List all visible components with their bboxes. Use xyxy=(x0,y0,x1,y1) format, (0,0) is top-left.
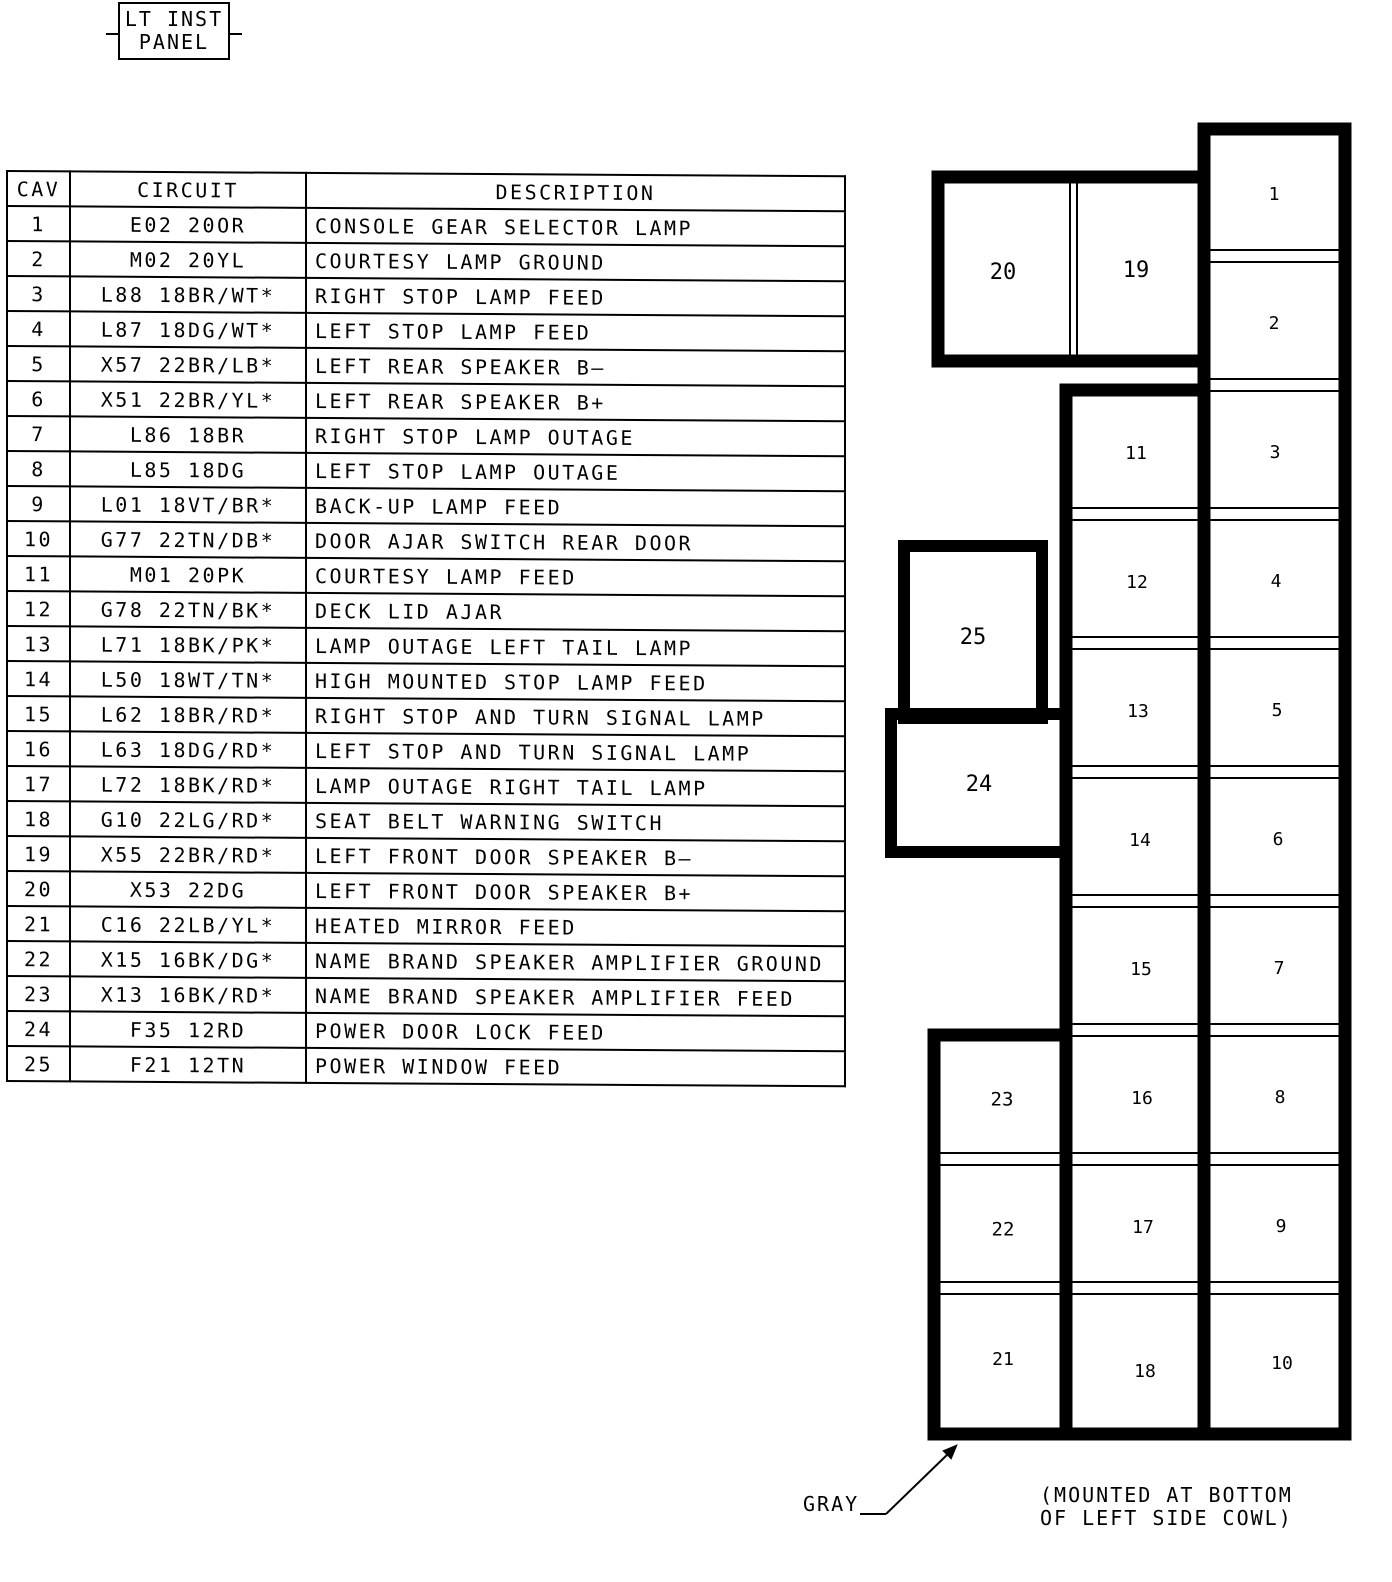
cavity-label: 24 xyxy=(965,772,993,797)
cell-circuit: G10 22LG/RD* xyxy=(70,801,306,837)
cell-description: LEFT STOP AND TURN SIGNAL LAMP xyxy=(306,733,845,771)
cell-circuit: L72 18BK/RD* xyxy=(70,766,306,802)
cavity-label: 5 xyxy=(1271,700,1283,721)
cell-circuit: C16 22LB/YL* xyxy=(70,906,306,942)
cell-cav: 10 xyxy=(7,521,70,556)
cavity-label: 22 xyxy=(991,1218,1015,1241)
connector-name-line2: PANEL xyxy=(138,30,210,54)
middle-column-frame xyxy=(1066,390,1204,1434)
cell-circuit: L86 18BR xyxy=(70,416,306,452)
cavity-label: 10 xyxy=(1271,1353,1293,1374)
cell-description: DOOR AJAR SWITCH REAR DOOR xyxy=(306,523,845,561)
header-description: DESCRIPTION xyxy=(306,173,845,211)
cell-circuit: G78 22TN/BK* xyxy=(70,591,306,627)
mounting-note-line1: (MOUNTED AT BOTTOM xyxy=(1040,1483,1293,1507)
cell-description: POWER DOOR LOCK FEED xyxy=(306,1013,845,1051)
cavity-label: 18 xyxy=(1134,1361,1156,1382)
cell-cav: 1 xyxy=(7,206,70,241)
cell-description: NAME BRAND SPEAKER AMPLIFIER FEED xyxy=(306,978,845,1016)
cell-cav: 18 xyxy=(7,801,70,836)
cavity-label: 6 xyxy=(1272,829,1284,850)
cell-description: LEFT STOP LAMP OUTAGE xyxy=(306,453,845,491)
cell-cav: 21 xyxy=(7,906,70,941)
cell-cav: 20 xyxy=(7,871,70,906)
cavity-label: 15 xyxy=(1130,959,1152,980)
cell-cav: 22 xyxy=(7,941,70,976)
cell-circuit: X53 22DG xyxy=(70,871,306,907)
cell-circuit: M01 20PK xyxy=(70,556,306,592)
cell-cav: 24 xyxy=(7,1011,70,1046)
cavity-label: 8 xyxy=(1274,1087,1286,1108)
cavity-label: 21 xyxy=(992,1349,1014,1370)
cell-cav: 14 xyxy=(7,661,70,696)
cell-cav: 19 xyxy=(7,836,70,871)
cavity-label: 23 xyxy=(990,1088,1014,1111)
cell-description: HIGH MOUNTED STOP LAMP FEED xyxy=(306,663,845,701)
cell-cav: 9 xyxy=(7,486,70,521)
cell-circuit: L87 18DG/WT* xyxy=(70,311,306,347)
cell-circuit: L85 18DG xyxy=(70,451,306,487)
cell-circuit: G77 22TN/DB* xyxy=(70,521,306,557)
cell-description: SEAT BELT WARNING SWITCH xyxy=(306,803,845,841)
cell-cav: 6 xyxy=(7,381,70,416)
cell-description: LEFT REAR SPEAKER B— xyxy=(306,348,845,386)
cell-description: COURTESY LAMP GROUND xyxy=(306,243,845,281)
cell-cav: 13 xyxy=(7,626,70,661)
cavity-label: 19 xyxy=(1122,258,1150,283)
cell-description: DECK LID AJAR xyxy=(306,593,845,631)
cell-cav: 4 xyxy=(7,311,70,346)
cavity-label: 3 xyxy=(1269,442,1281,463)
cell-cav: 7 xyxy=(7,416,70,451)
cell-cav: 16 xyxy=(7,731,70,766)
gray-housing-label: GRAY xyxy=(803,1492,860,1516)
cavity-label: 13 xyxy=(1127,701,1149,722)
cell-cav: 5 xyxy=(7,346,70,381)
cell-cav: 12 xyxy=(7,591,70,626)
mounting-note-line2: OF LEFT SIDE COWL) xyxy=(1040,1506,1293,1530)
cell-description: LEFT FRONT DOOR SPEAKER B— xyxy=(306,838,845,876)
cell-circuit: F21 12TN xyxy=(70,1046,306,1082)
cell-circuit: L50 18WT/TN* xyxy=(70,661,306,697)
header-cav: CAV xyxy=(7,171,70,206)
cavity-label: 16 xyxy=(1131,1088,1153,1109)
cell-description: BACK-UP LAMP FEED xyxy=(306,488,845,526)
cavity-label: 4 xyxy=(1270,571,1282,592)
gray-leader-arrow xyxy=(860,1446,956,1514)
cell-circuit: X57 22BR/LB* xyxy=(70,346,306,382)
cavity-label: 14 xyxy=(1129,830,1151,851)
cell-circuit: L62 18BR/RD* xyxy=(70,696,306,732)
cell-description: LAMP OUTAGE RIGHT TAIL LAMP xyxy=(306,768,845,806)
cell-circuit: E02 20OR xyxy=(70,206,306,242)
cell-cav: 8 xyxy=(7,451,70,486)
cell-circuit: L88 18BR/WT* xyxy=(70,276,306,312)
cell-description: RIGHT STOP LAMP FEED xyxy=(306,278,845,316)
cavity-label: 17 xyxy=(1132,1217,1154,1238)
cavity-dividers xyxy=(940,183,1340,1294)
cell-circuit: X55 22BR/RD* xyxy=(70,836,306,872)
cavity-label: 12 xyxy=(1126,572,1148,593)
cell-description: LEFT FRONT DOOR SPEAKER B+ xyxy=(306,873,845,911)
cavity-label: 2 xyxy=(1268,313,1280,334)
cell-circuit: L01 18VT/BR* xyxy=(70,486,306,522)
cell-description: NAME BRAND SPEAKER AMPLIFIER GROUND xyxy=(306,943,845,981)
cell-circuit: L71 18BK/PK* xyxy=(70,626,306,662)
header-circuit: CIRCUIT xyxy=(70,171,306,207)
cavity-label: 20 xyxy=(989,260,1017,285)
cavity-label: 9 xyxy=(1275,1216,1287,1237)
cell-cav: 23 xyxy=(7,976,70,1011)
cavity-label: 25 xyxy=(959,625,987,650)
cell-cav: 17 xyxy=(7,766,70,801)
cell-description: POWER WINDOW FEED xyxy=(306,1048,845,1086)
cell-cav: 25 xyxy=(7,1046,70,1081)
mounting-note xyxy=(1040,1484,1293,1530)
cell-circuit: M02 20YL xyxy=(70,241,306,277)
cell-cav: 15 xyxy=(7,696,70,731)
cell-description: LEFT STOP LAMP FEED xyxy=(306,313,845,351)
cell-description: LEFT REAR SPEAKER B+ xyxy=(306,383,845,421)
cell-cav: 3 xyxy=(7,276,70,311)
cell-cav: 11 xyxy=(7,556,70,591)
cell-description: COURTESY LAMP FEED xyxy=(306,558,845,596)
cavity-label: 1 xyxy=(1268,184,1280,205)
cell-cav: 2 xyxy=(7,241,70,276)
cell-circuit: X51 22BR/YL* xyxy=(70,381,306,417)
cell-circuit: X13 16BK/RD* xyxy=(70,976,306,1012)
cell-circuit: L63 18DG/RD* xyxy=(70,731,306,767)
connector-name-line1: LT INST xyxy=(124,7,224,31)
cavity-label: 7 xyxy=(1273,958,1285,979)
cavity-label: 11 xyxy=(1125,443,1147,464)
cell-description: LAMP OUTAGE LEFT TAIL LAMP xyxy=(306,628,845,666)
cell-description: CONSOLE GEAR SELECTOR LAMP xyxy=(306,208,845,246)
cell-description: RIGHT STOP LAMP OUTAGE xyxy=(306,418,845,456)
cell-description: HEATED MIRROR FEED xyxy=(306,908,845,946)
cell-circuit: F35 12RD xyxy=(70,1011,306,1047)
cell-description: RIGHT STOP AND TURN SIGNAL LAMP xyxy=(306,698,845,736)
cell-circuit: X15 16BK/DG* xyxy=(70,941,306,977)
